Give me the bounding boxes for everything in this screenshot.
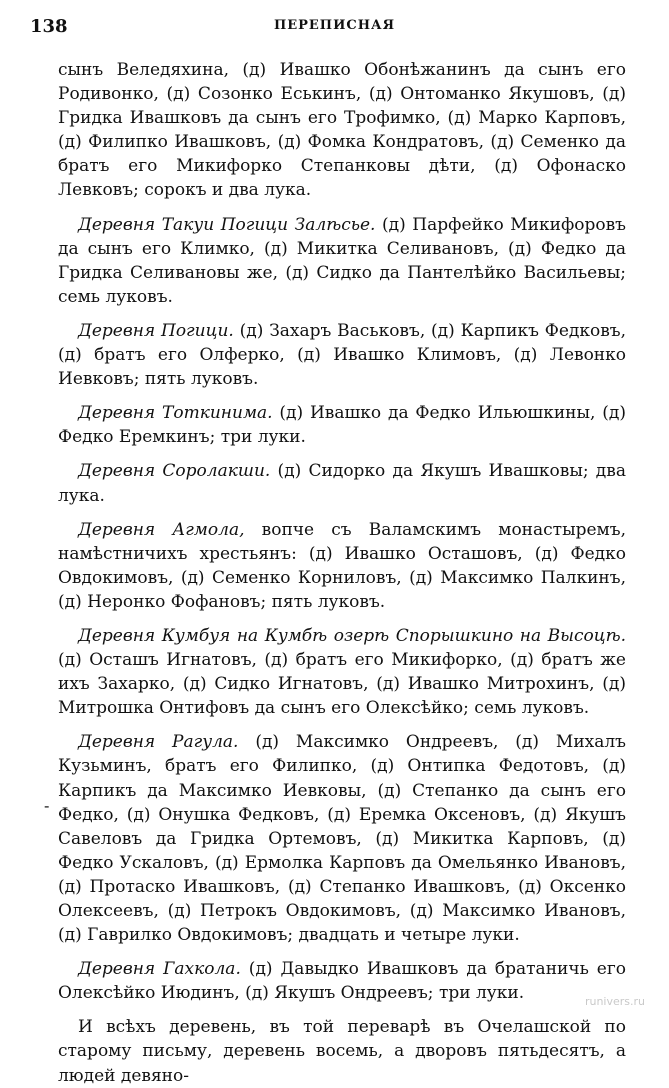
paragraph-text: (д) Давыдко Ивашковъ да братаничь его Олексѣйко Июдинъ, (д) Якушъ Ондреевъ; три луки. [58,959,627,1004]
village-name: Деревня Соролакши. [78,461,271,482]
paragraph-text: (д) Осташъ Игнатовъ, (д) братъ его Микифорко, (д) братъ же ихъ Захарко, (д) Сидко Игнатовъ, (д) Ивашко Митрохинъ, (д) Митрошка Онтифовъ да сынъ его Олексѣйко; семь луковъ. [58,650,626,719]
text-body [58,58,626,1088]
watermark: runivers.ru [584,995,645,1008]
page-number: 138 [30,16,68,37]
paragraph [58,1015,626,1087]
paragraph-text: (д) Сидорко да Якушъ Ивашковы; два лука. [58,461,626,506]
paragraph-text: И всѣхъ деревень, въ той переварѣ въ Очелашской по старому письму, деревень восемь, а дворовъ пятьдесятъ, а людей девяно- [58,1017,626,1086]
village-name: Деревня Такуи Погици Залѣсье. [78,214,376,235]
village-name: Деревня Кумбуя на Кумбѣ озерѣ Спорышкино на Высоцѣ. [78,625,626,646]
paragraph [58,957,626,1005]
paragraph [58,518,626,614]
paragraph-text: (д) Ивашко да Федко Ильюшкины, (д) Федко Еремкинъ; три луки. [58,403,626,448]
paragraph-text: (д) Максимко Ондреевъ, (д) Михалъ Кузьминъ, братъ его Филипко, (д) Онтипка Федотовъ, (д) Карпикъ да Максимко Иевковы, (д) Степанко да сынъ его Федко, (д) Онушка Федковъ, (д) Еремка Оксеновъ, (д) Якушъ Савеловъ да Гридка Ортемовъ, (д) Микитка Карповъ, (д) Федко Ускаловъ, (д) Ермолка Карповъ да Омельянко Ивановъ, (д) Протаско Ивашковъ, (д) Степанко Ивашковъ, (д) Оксенко Олексеевъ, (д) Петрокъ Овдокимовъ, (д) Максимко Ивановъ, (д) Гаврилко Овдокимовъ; двадцать и четыре луки. [58,732,626,946]
paragraph [58,624,626,720]
paragraph-text: вопче съ Валамскимъ монастыремъ, намѣстничихъ хрестьянъ: (д) Ивашко Осташовъ, (д) Федко Овдокимовъ, (д) Семенко Корниловъ, (д) Максимко Палкинъ, (д) Неронко Фофановъ; пять луковъ. [58,519,626,612]
village-name: Деревня Погици. [78,320,234,341]
paragraph [58,58,626,203]
margin-mark: - [44,796,50,815]
paragraph [58,319,626,391]
paragraph-text: (д) Захаръ Васьковъ, (д) Карпикъ Федковъ, (д) братъ его Олферко, (д) Ивашко Климовъ, (д) Левонко Иевковъ; пять луковъ. [58,320,626,390]
village-name: Деревня Рагула. [78,732,239,753]
village-name: Деревня Тоткинима. [78,403,273,424]
paragraph [58,730,626,947]
paragraph-text: (д) Парфейко Микифоровъ да сынъ его Климко, (д) Микитка Селивановъ, (д) Федко да Гридка Селивановы же, (д) Сидко да Пантелѣйко Васильевы; семь луковъ. [58,214,626,307]
paragraph-text: сынъ Веледяхина, (д) Ивашко Обонѣжанинъ да сынъ его Родивонко, (д) Созонко Еськинъ, (д) Онтоманко Якушовъ, (д) Гридка Ивашковъ да сынъ его Трофимко, (д) Марко Карповъ, (д) Филипко Ивашковъ, (д) Фомка Кондратовъ, (д) Семенко да братъ его Микифорко Степанковы дѣти, (д) Офонаско Левковъ; сорокъ и два лука. [58,60,626,201]
running-title: ПЕРЕПИСНАЯ [273,18,396,33]
page-header [30,16,639,42]
paragraph [58,459,626,507]
paragraph [58,213,626,309]
village-name: Деревня Агмола, [78,519,245,540]
village-name: Деревня Гахкола. [78,959,241,980]
paragraph [58,401,626,449]
